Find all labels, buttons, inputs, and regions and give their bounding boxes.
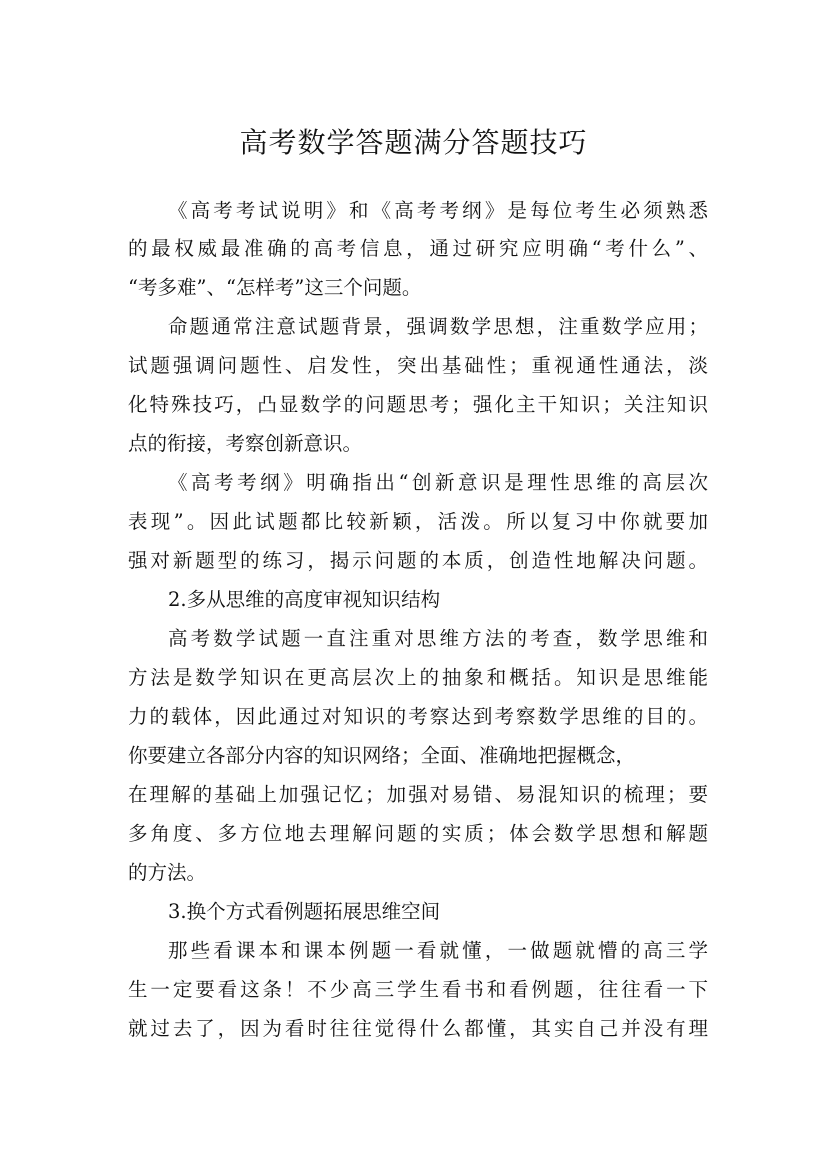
body-line: 生一定要看这条！不少高三学生看书和看例题，往往看一下 — [128, 978, 708, 1001]
page-title: 高考数学答题满分答题技巧 — [239, 125, 588, 159]
body-line: 你要建立各部分内容的知识网络；全面、准确地把握概念， — [128, 744, 636, 767]
body-line: 的方法。 — [128, 861, 207, 884]
body-line: 试题强调问题性、启发性，突出基础性；重视通性通法，淡 — [128, 354, 708, 377]
body-line: 高考数学试题一直注重对思维方法的考查，数学思维和 — [168, 627, 708, 650]
body-line: 《高考考试说明》和《高考考纲》是每位考生必须熟悉 — [168, 199, 708, 222]
body-line: 就过去了，因为看时往往觉得什么都懂，其实自己并没有理 — [128, 1017, 708, 1040]
body-line: 表现”。因此试题都比较新颖，活泼。所以复习中你就要加 — [128, 510, 708, 533]
section-heading: 3.换个方式看例题拓展思维空间 — [168, 900, 441, 923]
body-line: 方法是数学知识在更高层次上的抽象和概括。知识是思维能 — [128, 666, 708, 689]
body-line: 《高考考纲》明确指出“创新意识是理性思维的高层次 — [168, 471, 708, 494]
body-line: “考多难”、“怎样考”这三个问题。 — [128, 276, 422, 299]
body-line: 多角度、多方位地去理解问题的实质；体会数学思想和解题 — [128, 822, 708, 845]
body-line: 命题通常注意试题背景，强调数学思想，注重数学应用； — [168, 315, 708, 338]
body-line: 化特殊技巧，凸显数学的问题思考；强化主干知识；关注知识 — [128, 393, 708, 416]
body-line: 强对新题型的练习，揭示问题的本质，创造性地解决问题。 — [128, 549, 708, 572]
body-line: 在理解的基础上加强记忆；加强对易错、易混知识的梳理；要 — [128, 783, 708, 806]
body-line: 力的载体，因此通过对知识的考察达到考察数学思维的目的。 — [128, 705, 708, 728]
section-heading: 2.多从思维的高度审视知识结构 — [168, 588, 441, 611]
body-line: 那些看课本和课本例题一看就懂，一做题就懵的高三学 — [168, 939, 708, 962]
body-line: 的最权威最准确的高考信息，通过研究应明确“考什么”、 — [128, 237, 708, 260]
body-line: 点的衔接，考察创新意识。 — [128, 432, 363, 455]
